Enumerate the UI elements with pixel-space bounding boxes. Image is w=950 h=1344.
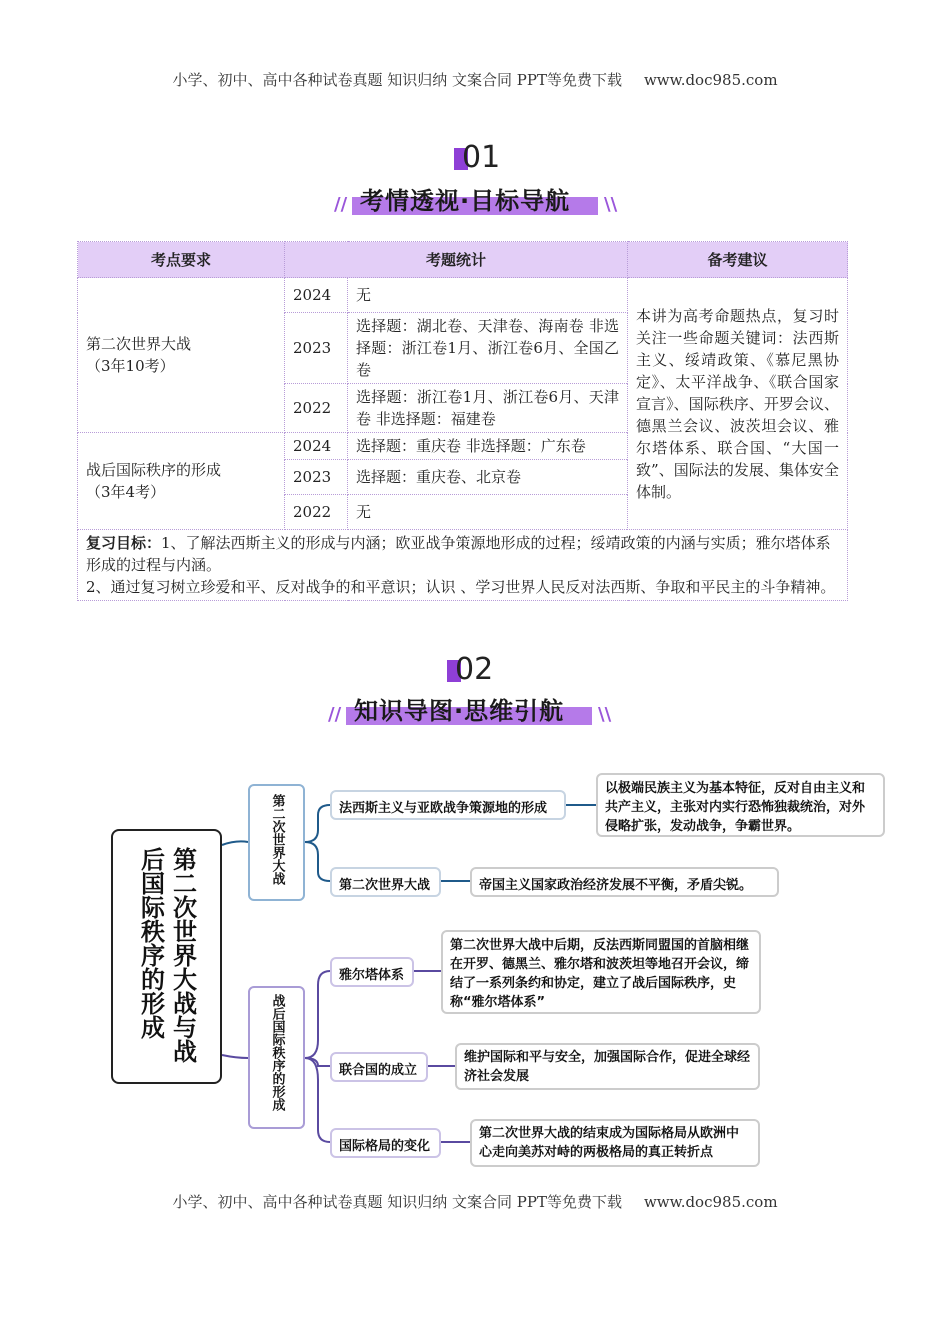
year-cell: 2022 <box>285 384 348 433</box>
connector-branch2-node5 <box>305 1058 330 1142</box>
goal-1: 1、了解法西斯主义的形成与内涵；欧亚战争策源地形成的过程；绥靖政策的内涵与实质；雅尔塔体系形成的过程与内涵。 <box>86 534 831 574</box>
header-site: www.doc985.com <box>643 71 778 89</box>
year-cell: 2023 <box>285 460 348 495</box>
connector-root-branch2 <box>222 1055 248 1058</box>
detail-fascism: 以极端民族主义为基本特征，反对自由主义和共产主义，主张对内实行恐怖独裁统治，对外侵略扩张，发动战争，争霸世界。 <box>596 773 885 837</box>
connector-branch2-node3 <box>305 971 330 1058</box>
section2-right-slash: \\ <box>598 704 612 725</box>
detail-ww2: 帝国主义国家政治经济发展不平衡，矛盾尖锐。 <box>470 867 779 897</box>
advice-cell: 本讲为高考命题热点，复习时关注一些命题关键词：法西斯主义、绥靖政策、《慕尼黑协定》、太平洋战争、《联合国家宣言》、国际秩序、开罗会议、德黑兰会议、波茨坦会议、雅尔塔体系、联合国、“大国一致”、国际法的发展、集体安全体制。 <box>628 278 848 530</box>
content-cell: 选择题：重庆卷、北京卷 <box>348 460 628 495</box>
section1-title: 考情透视·目标导航 <box>360 187 571 215</box>
node-yalta: 雅尔塔体系 <box>330 957 414 987</box>
mindmap-branch2 <box>248 986 305 1129</box>
section2-left-slash: // <box>328 704 342 725</box>
page-footer <box>0 1191 950 1212</box>
connector-branch1-node2 <box>305 842 330 881</box>
header-text: 小学、初中、高中各种试卷真题 知识归纳 文案合同 PPT等免费下载 <box>172 71 622 89</box>
footer-text: 小学、初中、高中各种试卷真题 知识归纳 文案合同 PPT等免费下载 <box>172 1193 622 1211</box>
connector-branch1-node1 <box>305 805 330 842</box>
header-advice: 备考建议 <box>628 242 848 278</box>
year-cell: 2024 <box>285 433 348 460</box>
section2-title: 知识导图·思维引航 <box>354 697 565 725</box>
section2-number: 02 <box>455 652 493 687</box>
mindmap-root <box>111 829 222 1084</box>
node-pattern: 国际格局的变化 <box>330 1128 441 1158</box>
node-un: 联合国的成立 <box>330 1052 428 1082</box>
topic1-name: 第二次世界大战 <box>86 335 192 353</box>
header-stats: 考题统计 <box>285 242 628 278</box>
content-cell: 选择题：重庆卷 非选择题：广东卷 <box>348 433 628 460</box>
year-cell: 2024 <box>285 278 348 313</box>
content-cell: 选择题：浙江卷1月、浙江卷6月、天津卷 非选择题：福建卷 <box>348 384 628 433</box>
section1-number: 01 <box>462 140 500 175</box>
root-label: 第二次世界大战与战后国际秩序的形成 <box>136 847 197 1063</box>
goal-label: 复习目标： <box>86 534 162 552</box>
goal-2: 2、通过复习树立珍爱和平、反对战争的和平意识；认识 、学习世界人民反对法西斯、争取和平民主的斗争精神。 <box>86 578 836 596</box>
topic1-count: （3年10考） <box>86 357 175 375</box>
detail-yalta: 第二次世界大战中后期，反法西斯同盟国的首脑相继在开罗、德黑兰、雅尔塔和波茨坦等地召开会议，缔结了一系列条约和协定，建立了战后国际秩序，史称“雅尔塔体系” <box>441 930 761 1014</box>
detail-pattern: 第二次世界大战的结束成为国际格局从欧洲中心走向美苏对峙的两极格局的真正转折点 <box>470 1119 760 1167</box>
node-fascism: 法西斯主义与亚欧战争策源地的形成 <box>330 790 566 820</box>
header-topic: 考点要求 <box>78 242 285 278</box>
topic2-name: 战后国际秩序的形成 <box>86 461 222 479</box>
topic2-count: （3年4考） <box>86 483 166 501</box>
content-cell: 选择题：湖北卷、天津卷、海南卷 非选择题：浙江卷1月、浙江卷6月、全国乙卷 <box>348 313 628 384</box>
connector-root-branch1 <box>222 841 248 845</box>
content-cell: 无 <box>348 278 628 313</box>
content-cell: 无 <box>348 495 628 530</box>
section1-left-slash: // <box>334 194 348 215</box>
year-cell: 2023 <box>285 313 348 384</box>
node-ww2: 第二次世界大战 <box>330 867 441 897</box>
mindmap-branch1 <box>248 784 305 901</box>
footer-site: www.doc985.com <box>643 1193 778 1211</box>
detail-un: 维护国际和平与安全，加强国际合作，促进全球经济社会发展 <box>455 1043 760 1090</box>
section1-right-slash: \\ <box>604 194 618 215</box>
branch1-label: 第二次世界大战 <box>269 794 285 885</box>
branch2-label: 战后国际秩序的形成 <box>269 994 285 1111</box>
year-cell: 2022 <box>285 495 348 530</box>
